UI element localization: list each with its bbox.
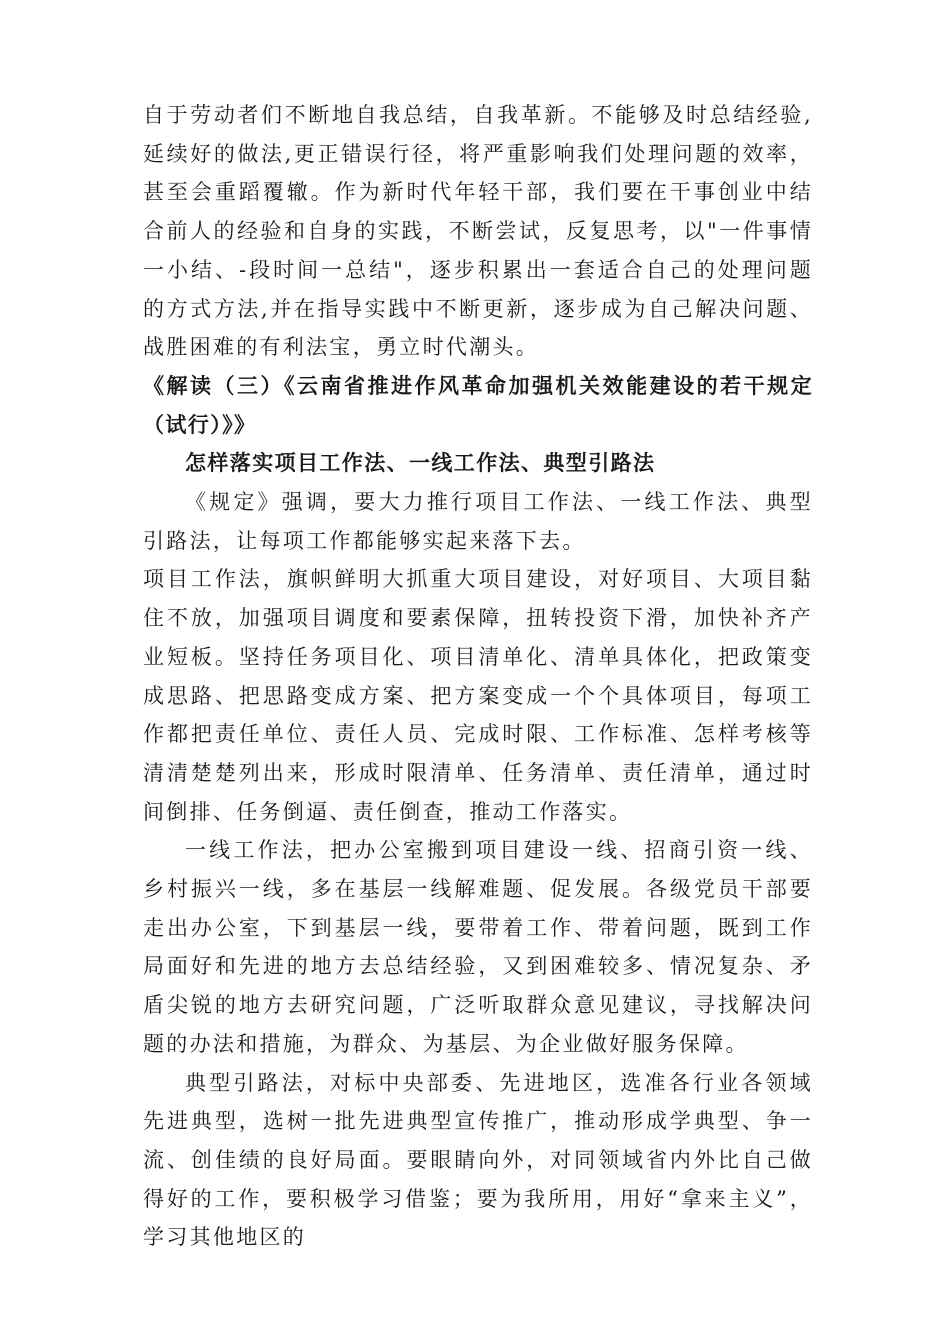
frontline-method-paragraph: 一线工作法，把办公室搬到项目建设一线、招商引资一线、乡村振兴一线，多在基层一线解难题、促发展。各级党员干部要走出办公室，下到基层一线，要带着工作、带着问题，既到工作局面好和先进的地方去总结经验，又到困难较多、情况复杂、矛盾尖锐的地方去研究问题，广泛听取群众意见建议，寻找解决问题的办法和措施，为群众、为基层、为企业做好服务保障。 xyxy=(143,838,813,1056)
rule-paragraph: 《规定》强调，要大力推行项目工作法、一线工作法、典型引路法，让每项工作都能够实起来落下去。 xyxy=(143,490,813,553)
section-subtitle: 怎样落实项目工作法、一线工作法、典型引路法 xyxy=(185,451,656,476)
intro-paragraph: 自于劳动者们不断地自我总结，自我革新。不能够及时总结经验,延续好的做法,更正错误行径，将严重影响我们处理问题的效率，甚至会重蹈覆辙。作为新时代年轻干部，我们要在干事创业中结合前人的经验和自身的实践，不断尝试，反复思考，以"一件事情一小结、-段时间一总结"，逐步积累出一套适合自己的处理问题的方式方法,并在指导实践中不断更新，逐步成为自己解决问题、战胜困难的有利法宝，勇立时代潮头。 xyxy=(143,103,813,360)
section-title: 《解读（三）《云南省推进作风革命加强机关效能建设的若干规定（试行）》》 xyxy=(143,373,813,437)
document-body xyxy=(143,96,813,1257)
model-method-paragraph: 典型引路法，对标中央部委、先进地区，选准各行业各领域先进典型，选树一批先进典型宣传推广，推动形成学典型、争一流、创佳绩的良好局面。要眼睛向外，对同领域省内外比自己做得好的工作，要积极学习借鉴；要为我所用，用好“拿来主义”，学习其他地区的 xyxy=(143,1070,813,1250)
project-method-paragraph: 项目工作法，旗帜鲜明大抓重大项目建设，对好项目、大项目黏住不放，加强项目调度和要素保障，扭转投资下滑，加快补齐产业短板。坚持任务项目化、项目清单化、清单具体化，把政策变成思路、把思路变成方案、把方案变成一个个具体项目，每项工作都把责任单位、责任人员、完成时限、工作标准、怎样考核等清清楚楚列出来，形成时限清单、任务清单、责任清单，通过时间倒排、任务倒逼、责任倒查，推动工作落实。 xyxy=(143,567,813,824)
